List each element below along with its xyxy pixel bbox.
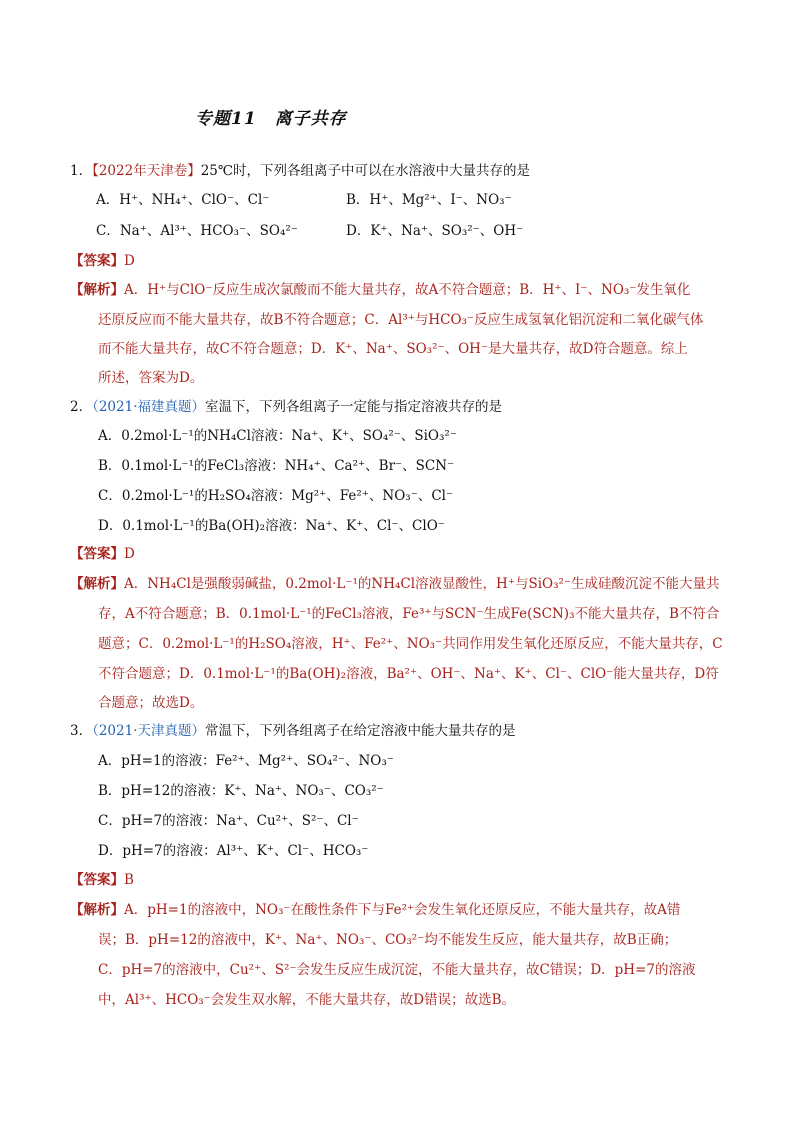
q2-analysis-line-1	[70, 574, 720, 594]
q2-answer-tag: 【答案】	[70, 546, 124, 562]
q2-analysis-line-2: 存，A不符合题意；B．0.1mol·L⁻¹的FeCl₃溶液，Fe³⁺与SCN⁻生成Fe(SCN)₃不能大量共存，B不符合	[98, 606, 720, 622]
q2-analysis-tag: 【解析】	[70, 576, 124, 592]
q1-answer-tag: 【答案】	[70, 253, 124, 269]
q2-option-b: B．0.1mol·L⁻¹的FeCl₃溶液：NH₄⁺、Ca²⁺、Br⁻、SCN⁻	[98, 458, 455, 474]
q3-analysis-line-1	[70, 900, 680, 920]
q1-option-b: B．H⁺、Mg²⁺、I⁻、NO₃⁻	[346, 192, 512, 208]
q3-analysis-tag: 【解析】	[70, 902, 124, 918]
q2-source: （2021·福建真题）	[92, 399, 205, 415]
q1-analysis-line-3: 而不能大量共存，故C不符合题意；D．K⁺、Na⁺、SO₃²⁻、OH⁻是大量共存，故D符合题意。综上	[98, 341, 688, 357]
q2-stem: 室温下，下列各组离子一定能与指定溶液共存的是	[205, 399, 502, 415]
q2-answer: D	[124, 546, 135, 562]
q3-stem: 常温下，下列各组离子在给定溶液中能大量共存的是	[205, 723, 516, 739]
q1-analysis-line-1	[70, 280, 690, 300]
q1-analysis-tag: 【解析】	[70, 282, 124, 298]
q2-answer-line	[70, 544, 135, 564]
q3-answer-line	[70, 870, 134, 890]
q3-answer: B	[124, 872, 134, 888]
q1-option-a: A．H⁺、NH₄⁺、ClO⁻、Cl⁻	[96, 192, 270, 208]
q1-number: 1．	[70, 163, 93, 179]
q1-option-c: C．Na⁺、Al³⁺、HCO₃⁻、SO₄²⁻	[96, 223, 298, 239]
q2-option-d: D．0.1mol·L⁻¹的Ba(OH)₂溶液：Na⁺、K⁺、Cl⁻、ClO⁻	[98, 518, 445, 534]
q1-answer: D	[124, 253, 135, 269]
q1-analysis-line-4: 所述，答案为D。	[98, 370, 204, 386]
q2-option-a: A．0.2mol·L⁻¹的NH₄Cl溶液：Na⁺、K⁺、SO₄²⁻、SiO₃²⁻	[98, 428, 457, 444]
q3-source: （2021·天津真题）	[92, 723, 205, 739]
q3-option-b: B．pH=12的溶液：K⁺、Na⁺、NO₃⁻、CO₃²⁻	[98, 783, 384, 799]
q1-stem-line	[70, 161, 530, 181]
q3-option-d: D．pH=7的溶液：Al³⁺、K⁺、Cl⁻、HCO₃⁻	[98, 843, 369, 859]
q1-answer-line	[70, 251, 135, 271]
q3-option-a: A．pH=1的溶液：Fe²⁺、Mg²⁺、SO₄²⁻、NO₃⁻	[98, 753, 394, 769]
q3-analysis-text-1: A．pH=1的溶液中，NO₃⁻在酸性条件下与Fe²⁺会发生氧化还原反应，不能大量共存，故A错	[124, 902, 681, 918]
q2-analysis-line-5: 合题意；故选D。	[98, 695, 204, 711]
q1-analysis-text-1: A．H⁺与ClO⁻反应生成次氯酸而不能大量共存，故A不符合题意；B．H⁺、I⁻、NO₃⁻发生氧化	[124, 282, 691, 298]
q3-analysis-line-3: C．pH=7的溶液中，Cu²⁺、S²⁻会发生反应生成沉淀，不能大量共存，故C错误；D．pH=7的溶液	[98, 962, 696, 978]
q2-analysis-line-4: 不符合题意；D．0.1mol·L⁻¹的Ba(OH)₂溶液，Ba²⁺、OH⁻、Na⁺、K⁺、Cl⁻、ClO⁻能大量共存，D符	[98, 666, 719, 682]
q3-number: 3．	[70, 723, 93, 739]
q2-number: 2．	[70, 399, 93, 415]
q3-answer-tag: 【答案】	[70, 872, 124, 888]
page-title: 专题11 离子共存	[195, 109, 347, 129]
q1-stem: 25℃时，下列各组离子中可以在水溶液中大量共存的是	[200, 163, 530, 179]
q3-stem-line	[70, 721, 516, 741]
q3-analysis-line-2: 误；B．pH=12的溶液中，K⁺、Na⁺、NO₃⁻、CO₃²⁻均不能发生反应，能大量共存，故B正确；	[98, 932, 678, 948]
q2-analysis-text-1: A．NH₄Cl是强酸弱碱盐，0.2mol·L⁻¹的NH₄Cl溶液显酸性，H⁺与SiO₃²⁻生成硅酸沉淀不能大量共	[124, 576, 720, 592]
q1-analysis-line-2: 还原反应而不能大量共存，故B不符合题意；C．Al³⁺与HCO₃⁻反应生成氢氧化铝沉淀和二氧化碳气体	[98, 312, 704, 328]
q2-option-c: C．0.2mol·L⁻¹的H₂SO₄溶液：Mg²⁺、Fe²⁺、NO₃⁻、Cl⁻	[98, 488, 454, 504]
q2-stem-line	[70, 397, 502, 417]
q3-option-c: C．pH=7的溶液：Na⁺、Cu²⁺、S²⁻、Cl⁻	[98, 813, 359, 829]
q1-option-d: D．K⁺、Na⁺、SO₃²⁻、OH⁻	[346, 223, 524, 239]
q3-analysis-line-4: 中，Al³⁺、HCO₃⁻会发生双水解，不能大量共存，故D错误；故选B。	[98, 992, 516, 1008]
q1-source: 【2022年天津卷】	[92, 163, 201, 179]
q2-analysis-line-3: 题意；C．0.2mol·L⁻¹的H₂SO₄溶液，H⁺、Fe²⁺、NO₃⁻共同作用发生氧化还原反应，不能大量共存，C	[98, 636, 723, 652]
